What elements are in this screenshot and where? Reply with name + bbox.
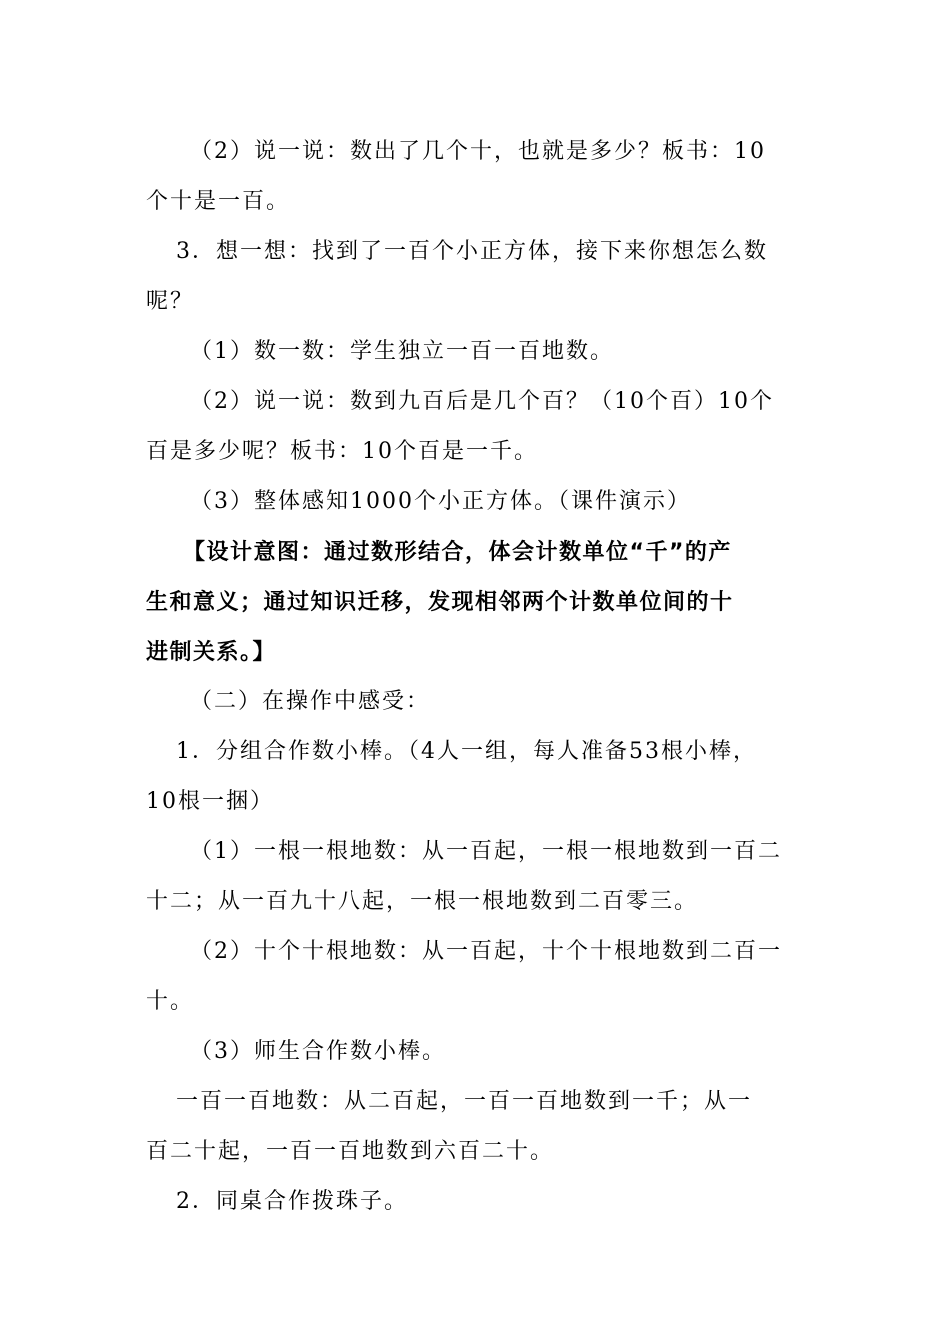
paragraph-line: （2）十个十根地数：从一百起，十个十根地数到二百一 [190,939,782,964]
design-intent-line: 生和意义；通过知识迁移，发现相邻两个计数单位间的十 [146,590,734,615]
paragraph-line: 百二十起，一百一百地数到六百二十。 [146,1139,555,1164]
design-intent-line: 【设计意图：通过数形结合，体会计数单位“千”的产 [183,540,732,565]
paragraph-line: 百是多少呢？板书：10个百是一千。 [146,439,538,464]
paragraph-line: （2）说一说：数出了几个十，也就是多少？板书：10 [190,139,766,164]
paragraph-line: 呢？ [146,289,195,314]
paragraph-line: （3）整体感知1000个小正方体。（课件演示） [190,489,691,514]
paragraph-line: 2．同桌合作拨珠子。 [176,1189,408,1214]
paragraph-line: 十二；从一百九十八起，一根一根地数到二百零三。 [146,889,699,914]
paragraph-line: 10根一捆） [146,789,274,814]
paragraph-line: （3）师生合作数小棒。 [190,1039,446,1064]
paragraph-line: 十。 [146,989,195,1014]
paragraph-line: 一百一百地数：从二百起，一百一百地数到一千；从一 [176,1089,753,1114]
paragraph-line: （1）一根一根地数：从一百起，一根一根地数到一百二 [190,839,782,864]
paragraph-line: 个十是一百。 [146,189,291,214]
design-intent-line: 进制关系。】 [146,640,277,665]
section-heading: （二）在操作中感受： [190,689,431,714]
paragraph-line: 1．分组合作数小棒。（4人一组，每人准备53根小棒， [176,739,757,764]
paragraph-line: （2）说一说：数到九百后是几个百？（10个百）10个 [190,389,774,414]
paragraph-line: 3．想一想：找到了一百个小正方体，接下来你想怎么数 [176,239,768,264]
paragraph-line: （1）数一数：学生独立一百一百地数。 [190,339,614,364]
